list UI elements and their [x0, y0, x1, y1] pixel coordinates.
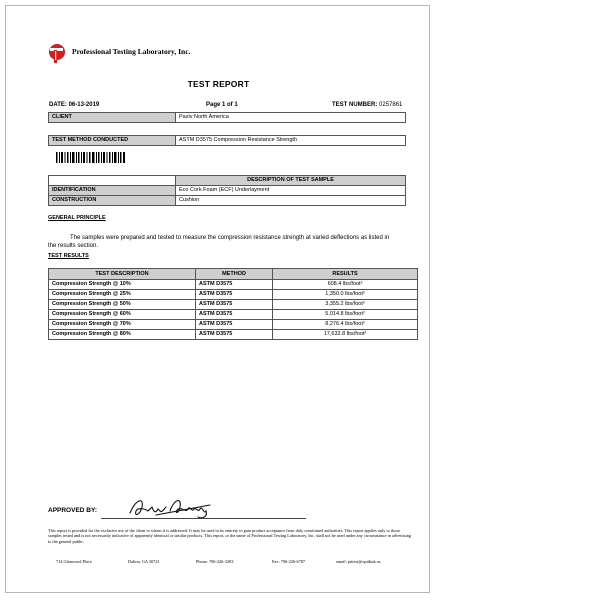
row-method: ASTM D3575	[196, 300, 273, 310]
method-table	[48, 135, 406, 146]
date-value: 06-13-2019	[68, 102, 100, 108]
footer-city: Dalton, GA 30721	[128, 559, 160, 564]
results-column-header: RESULTS	[273, 269, 418, 280]
row-result: 608.4 lbs/foot²	[273, 280, 418, 290]
row-description: Compression Strength @ 60%	[49, 310, 196, 320]
row-method: ASTM D3575	[196, 280, 273, 290]
approved-by-label: APPROVED BY:	[48, 507, 97, 514]
disclaimer-text: This report is provided for the exclusive use of the client to whom it is addressed. It may be used in its entirety to gain product acceptance from duly constituted authorities. This report applies only to those samples tested and is not necessarily indicative of apparently identical or similar products. This report, or the name of Professional Testing Laboratory, Inc. shall not be used under any circumstance in advertising to the general public.	[48, 528, 412, 544]
footer-email: email: ptitest@optilink.us	[336, 559, 381, 564]
table-row	[49, 330, 418, 340]
row-result: 8,276.4 lbs/foot²	[273, 320, 418, 330]
client-value: Paziv North America	[176, 113, 406, 123]
report-title: TEST REPORT	[187, 79, 250, 89]
company-name: Professional Testing Laboratory, Inc.	[72, 47, 191, 56]
method-value: ASTM D3575 Compression Resistance Strength	[176, 136, 406, 146]
row-method: ASTM D3575	[196, 320, 273, 330]
date-label: DATE:	[49, 102, 67, 108]
table-row	[49, 310, 418, 320]
construction-value: Cushion	[176, 196, 406, 206]
identification-label: IDENTIFICATION	[49, 186, 176, 196]
results-table	[48, 268, 418, 340]
test-number	[332, 102, 402, 108]
test-number-value: 0257861	[379, 102, 403, 108]
general-principle-text: The samples were prepared and tested to measure the compression resistance strength at varied deflections as listed in the results section.	[48, 235, 390, 249]
report-date	[49, 102, 99, 108]
test-number-label: TEST NUMBER:	[332, 102, 378, 108]
signature-line	[101, 518, 306, 519]
results-column-header: TEST DESCRIPTION	[49, 269, 196, 280]
table-row	[49, 300, 418, 310]
row-description: Compression Strength @ 10%	[49, 280, 196, 290]
row-description: Compression Strength @ 70%	[49, 320, 196, 330]
general-principle-heading: GENERAL PRINCIPLE	[48, 215, 106, 221]
barcode-icon	[56, 152, 126, 163]
report-page	[5, 5, 430, 593]
identification-value: Eco Cork Foam (ECF) Underlayment	[176, 186, 406, 196]
construction-label: CONSTRUCTION	[49, 196, 176, 206]
method-label: TEST METHOD CONDUCTED	[49, 136, 176, 146]
row-result: 5,014.8 lbs/foot²	[273, 310, 418, 320]
row-result: 17,632.8 lbs/foot²	[273, 330, 418, 340]
table-row	[49, 320, 418, 330]
client-table	[48, 112, 406, 123]
page-indicator: Page 1 of 1	[206, 102, 238, 108]
footer-fax: Fax: 706-226-6787	[272, 559, 306, 564]
row-method: ASTM D3575	[196, 290, 273, 300]
row-result: 1,350.0 lbs/foot²	[273, 290, 418, 300]
sample-header-spacer	[49, 176, 176, 186]
footer-phone: Phone: 706-226-3283	[196, 559, 234, 564]
company-logo-icon	[48, 43, 65, 64]
row-method: ASTM D3575	[196, 310, 273, 320]
row-description: Compression Strength @ 80%	[49, 330, 196, 340]
test-results-heading: TEST RESULTS	[48, 253, 89, 259]
results-column-header: METHOD	[196, 269, 273, 280]
row-method: ASTM D3575	[196, 330, 273, 340]
row-description: Compression Strength @ 25%	[49, 290, 196, 300]
client-label: CLIENT	[49, 113, 176, 123]
table-row	[49, 290, 418, 300]
row-result: 3,355.2 lbs/foot²	[273, 300, 418, 310]
sample-description-table	[48, 175, 406, 206]
sample-heading: DESCRIPTION OF TEST SAMPLE	[176, 176, 406, 186]
footer-address: 714 Glenwood Place	[56, 559, 92, 564]
table-row	[49, 280, 418, 290]
row-description: Compression Strength @ 50%	[49, 300, 196, 310]
